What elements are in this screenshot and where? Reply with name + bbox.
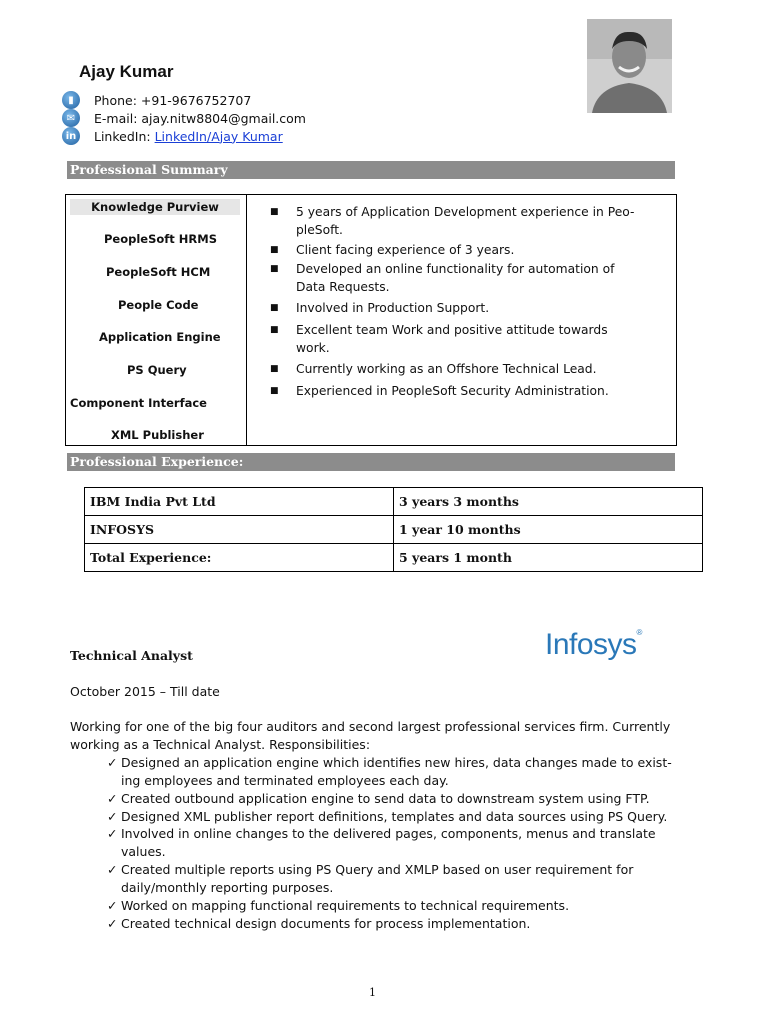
experience-table (84, 487, 703, 572)
skill-item: PeopleSoft HCM (106, 265, 211, 279)
linkedin-link[interactable]: LinkedIn/Ajay Kumar (154, 128, 283, 144)
email-icon: ✉ (62, 109, 80, 127)
skill-item: XML Publisher (111, 428, 204, 442)
checkmark-icon: ✓ (107, 826, 118, 841)
summary-bullet: ■ Excellent team Work and positive attitude towards work. (270, 323, 608, 355)
skill-item: PeopleSoft HRMS (104, 232, 217, 246)
summary-bullet: ■ Involved in Production Support. (270, 301, 490, 315)
candidate-name: Ajay Kumar (79, 62, 174, 81)
table-row (85, 488, 703, 516)
table-row (85, 544, 703, 572)
phone-icon: ▮ (62, 91, 80, 109)
professional-experience-heading: Professional Experience: (67, 453, 675, 471)
bullet-square-icon: ■ (270, 245, 279, 255)
company-cell: IBM India Pvt Ltd (85, 488, 394, 516)
linkedin-label: LinkedIn: (94, 128, 151, 144)
checkmark-icon: ✓ (107, 862, 118, 877)
knowledge-purview-title: Knowledge Purview (70, 199, 240, 215)
profile-photo (587, 19, 672, 113)
skill-item: Application Engine (99, 330, 221, 344)
skill-item: PS Query (127, 363, 187, 377)
checkmark-icon: ✓ (107, 755, 118, 770)
checkmark-icon: ✓ (107, 916, 118, 931)
knowledge-purview-column (66, 195, 247, 445)
professional-summary-heading: Professional Summary (67, 161, 675, 179)
duration-cell: 1 year 10 months (394, 516, 703, 544)
linkedin-icon: in (62, 127, 80, 145)
phone-text: Phone: +91-9676752707 (94, 92, 252, 108)
checkmark-icon: ✓ (107, 791, 118, 806)
skill-item: Component Interface (70, 396, 207, 410)
summary-bullet: ■ 5 years of Application Development experience in Peo- pleSoft. (270, 205, 635, 237)
skill-item: People Code (118, 298, 199, 312)
infosys-logo: Infosys® (545, 628, 642, 661)
company-cell: INFOSYS (85, 516, 394, 544)
profile-photo-image (587, 19, 672, 113)
company-cell: Total Experience: (85, 544, 394, 572)
checkmark-icon: ✓ (107, 898, 118, 913)
bullet-square-icon: ■ (270, 325, 279, 335)
summary-bullet: ■ Currently working as an Offshore Technical Lead. (270, 362, 597, 376)
phone-row (62, 91, 251, 109)
bullet-square-icon: ■ (270, 364, 279, 374)
bullet-square-icon: ■ (270, 207, 279, 217)
job-dates: October 2015 – Till date (70, 684, 220, 699)
page-number: 1 (369, 986, 376, 999)
bullet-square-icon: ■ (270, 303, 279, 313)
checkmark-icon: ✓ (107, 809, 118, 824)
table-row (85, 516, 703, 544)
linkedin-row (62, 127, 283, 145)
summary-box (65, 194, 677, 446)
job-intro: Working for one of the big four auditors and second largest professional services firm. Currently working as a Technical Analyst. Responsibilities: (70, 719, 671, 752)
bullet-square-icon: ■ (270, 386, 279, 396)
duration-cell: 5 years 1 month (394, 544, 703, 572)
summary-bullet: ■ Developed an online functionality for automation of Data Requests. (270, 262, 615, 294)
duration-cell: 3 years 3 months (394, 488, 703, 516)
bullet-square-icon: ■ (270, 264, 279, 274)
email-text: E-mail: ajay.nitw8804@gmail.com (94, 110, 306, 126)
summary-bullet: ■ Client facing experience of 3 years. (270, 243, 515, 257)
job-title: Technical Analyst (70, 648, 193, 663)
email-row (62, 109, 306, 127)
summary-bullet: ■ Experienced in PeopleSoft Security Administration. (270, 384, 609, 398)
